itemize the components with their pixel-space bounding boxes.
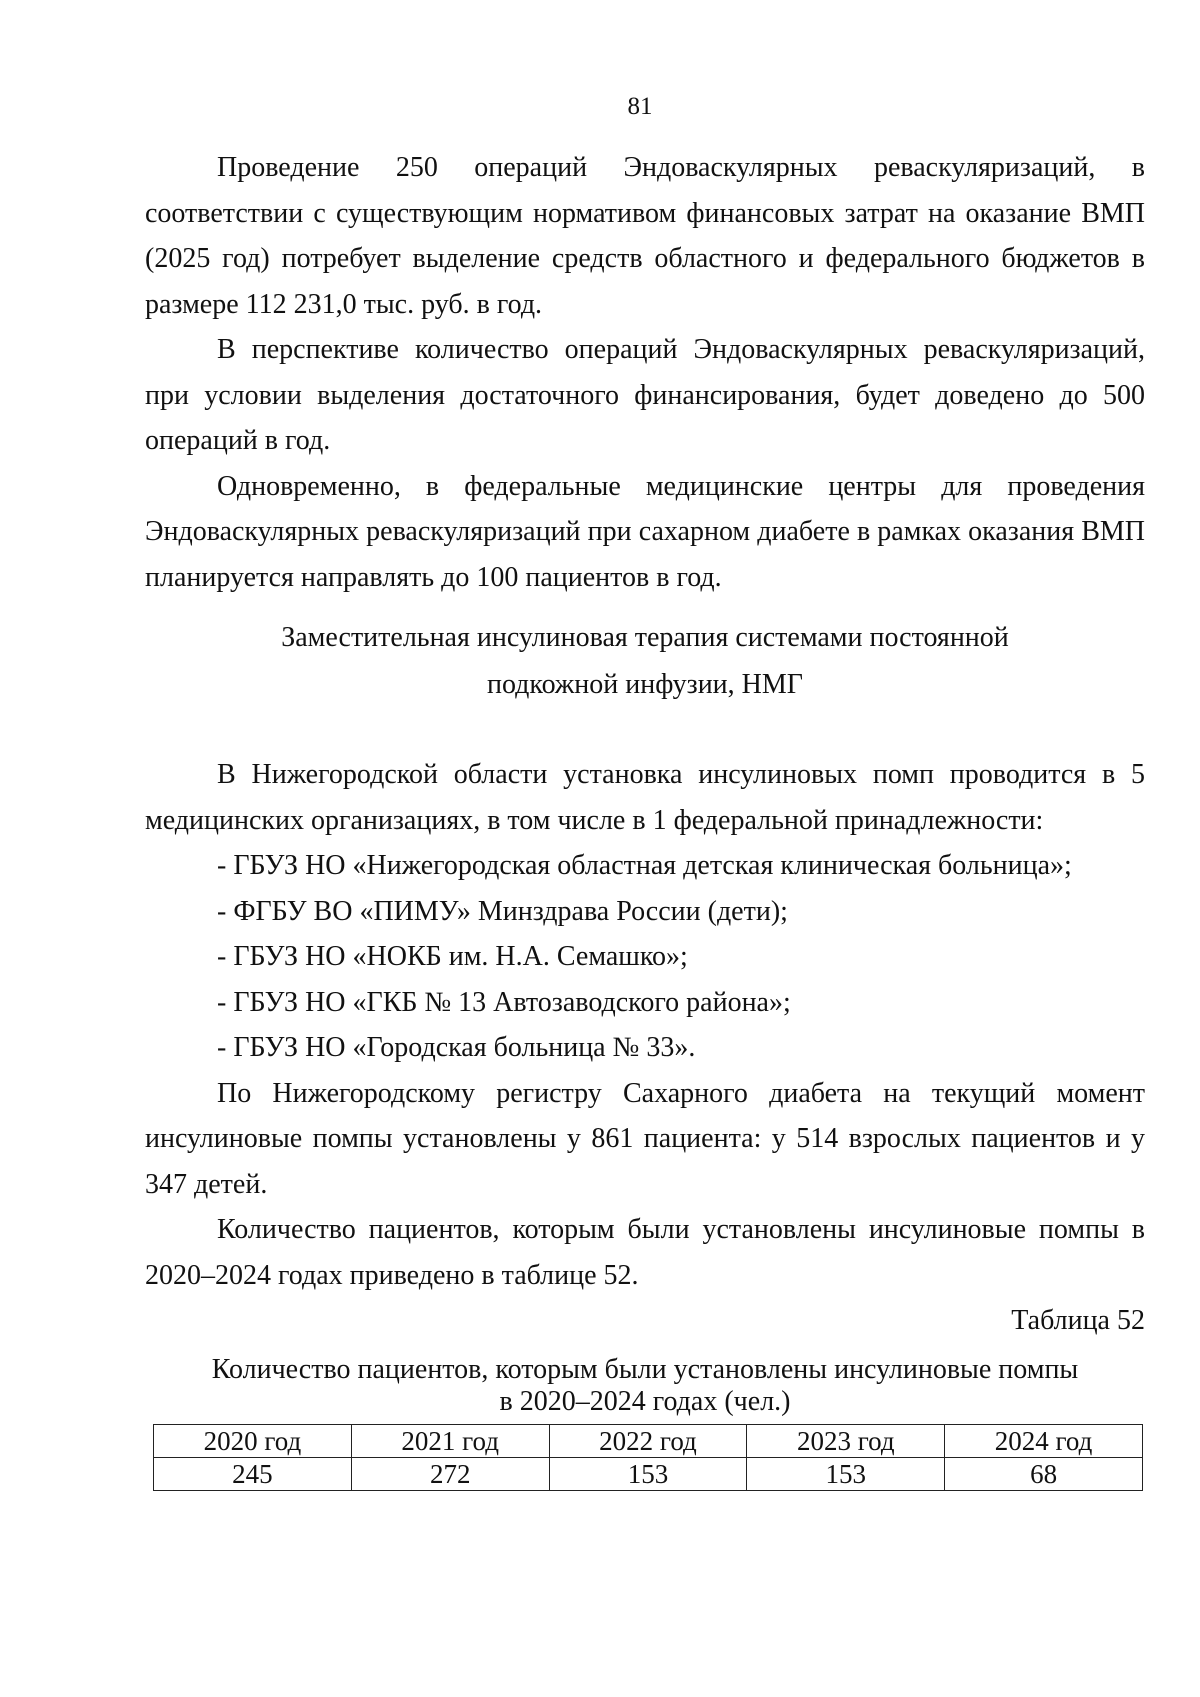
organizations-list: [145, 843, 1145, 1071]
table-cell: 153: [549, 1457, 747, 1490]
paragraph-endovascular-outlook: В перспективе количество операций Эндоваскулярных реваскуляризаций, при условии выделения достаточного финансирования, будет доведено до 500 операций в год.: [145, 334, 1145, 456]
section-heading-line-2: подкожной инфузии, НМГ: [487, 669, 803, 700]
table-cell: 68: [945, 1457, 1143, 1490]
paragraph-pump-installation: В Нижегородской области установка инсулиновых помп проводится в 5 медицинских организациях, в том числе в 1 федеральной принадлежности:: [145, 759, 1145, 836]
table-header-cell: 2022 год: [549, 1424, 747, 1457]
list-item: - ГБУЗ НО «Нижегородская областная детская клиническая больница»;: [217, 850, 1072, 881]
table-cell: 245: [154, 1457, 352, 1490]
paragraph-registry: По Нижегородскому регистру Сахарного диабета на текущий момент инсулиновые помпы установлены у 861 пациента: у 514 взрослых пациентов и у 347 детей.: [145, 1077, 1145, 1200]
section-heading: [145, 614, 1145, 708]
list-item: - ГБУЗ НО «Городская больница № 33».: [217, 1032, 696, 1063]
paragraph-table-reference: Количество пациентов, которым были установлены инсулиновые помпы в 2020–2024 годах приведено в таблице 52.: [145, 1214, 1145, 1291]
list-item: - ФГБУ ВО «ПИМУ» Минздрава России (дети);: [217, 895, 788, 927]
table-header-cell: 2023 год: [747, 1424, 945, 1457]
table-caption-line-2: в 2020–2024 годах (чел.): [499, 1385, 791, 1417]
table-header-cell: 2021 год: [351, 1424, 549, 1457]
table-cell: 153: [747, 1457, 945, 1490]
paragraph-federal-centers: Одновременно, в федеральные медицинские центры для проведения Эндоваскулярных реваскуляризаций при сахарном диабете в рамках оказания ВМП планируется направлять до 100 пациентов в год.: [145, 470, 1145, 593]
list-item: - ГБУЗ НО «ГКБ № 13 Автозаводского района»;: [217, 986, 791, 1018]
table-caption-line-1: Количество пациентов, которым были установлены инсулиновые помпы: [211, 1353, 1079, 1385]
table-cell: 272: [351, 1457, 549, 1490]
table-header-cell: 2020 год: [154, 1424, 352, 1457]
table-header-cell: 2024 год: [945, 1424, 1143, 1457]
list-item: - ГБУЗ НО «НОКБ им. Н.А. Семашко»;: [217, 941, 688, 972]
table-header-row: [154, 1424, 1143, 1457]
pump-patients-table: [153, 1424, 1143, 1491]
page-content: [145, 145, 1145, 1491]
section-heading-line-1: Заместительная инсулиновая терапия системами постоянной: [281, 622, 1009, 653]
page-number: 81: [627, 93, 653, 120]
table-caption: [145, 1354, 1145, 1418]
table-label: Таблица 52: [1011, 1305, 1145, 1336]
table-row: [154, 1457, 1143, 1490]
paragraph-endovascular-funding: Проведение 250 операций Эндоваскулярных реваскуляризаций, в соответствии с существующим нормативом финансовых затрат на оказание ВМП (2025 год) потребует выделение средств областного и федерального бюджетов в размере 112 231,0 тыс. руб. в год.: [145, 152, 1145, 320]
